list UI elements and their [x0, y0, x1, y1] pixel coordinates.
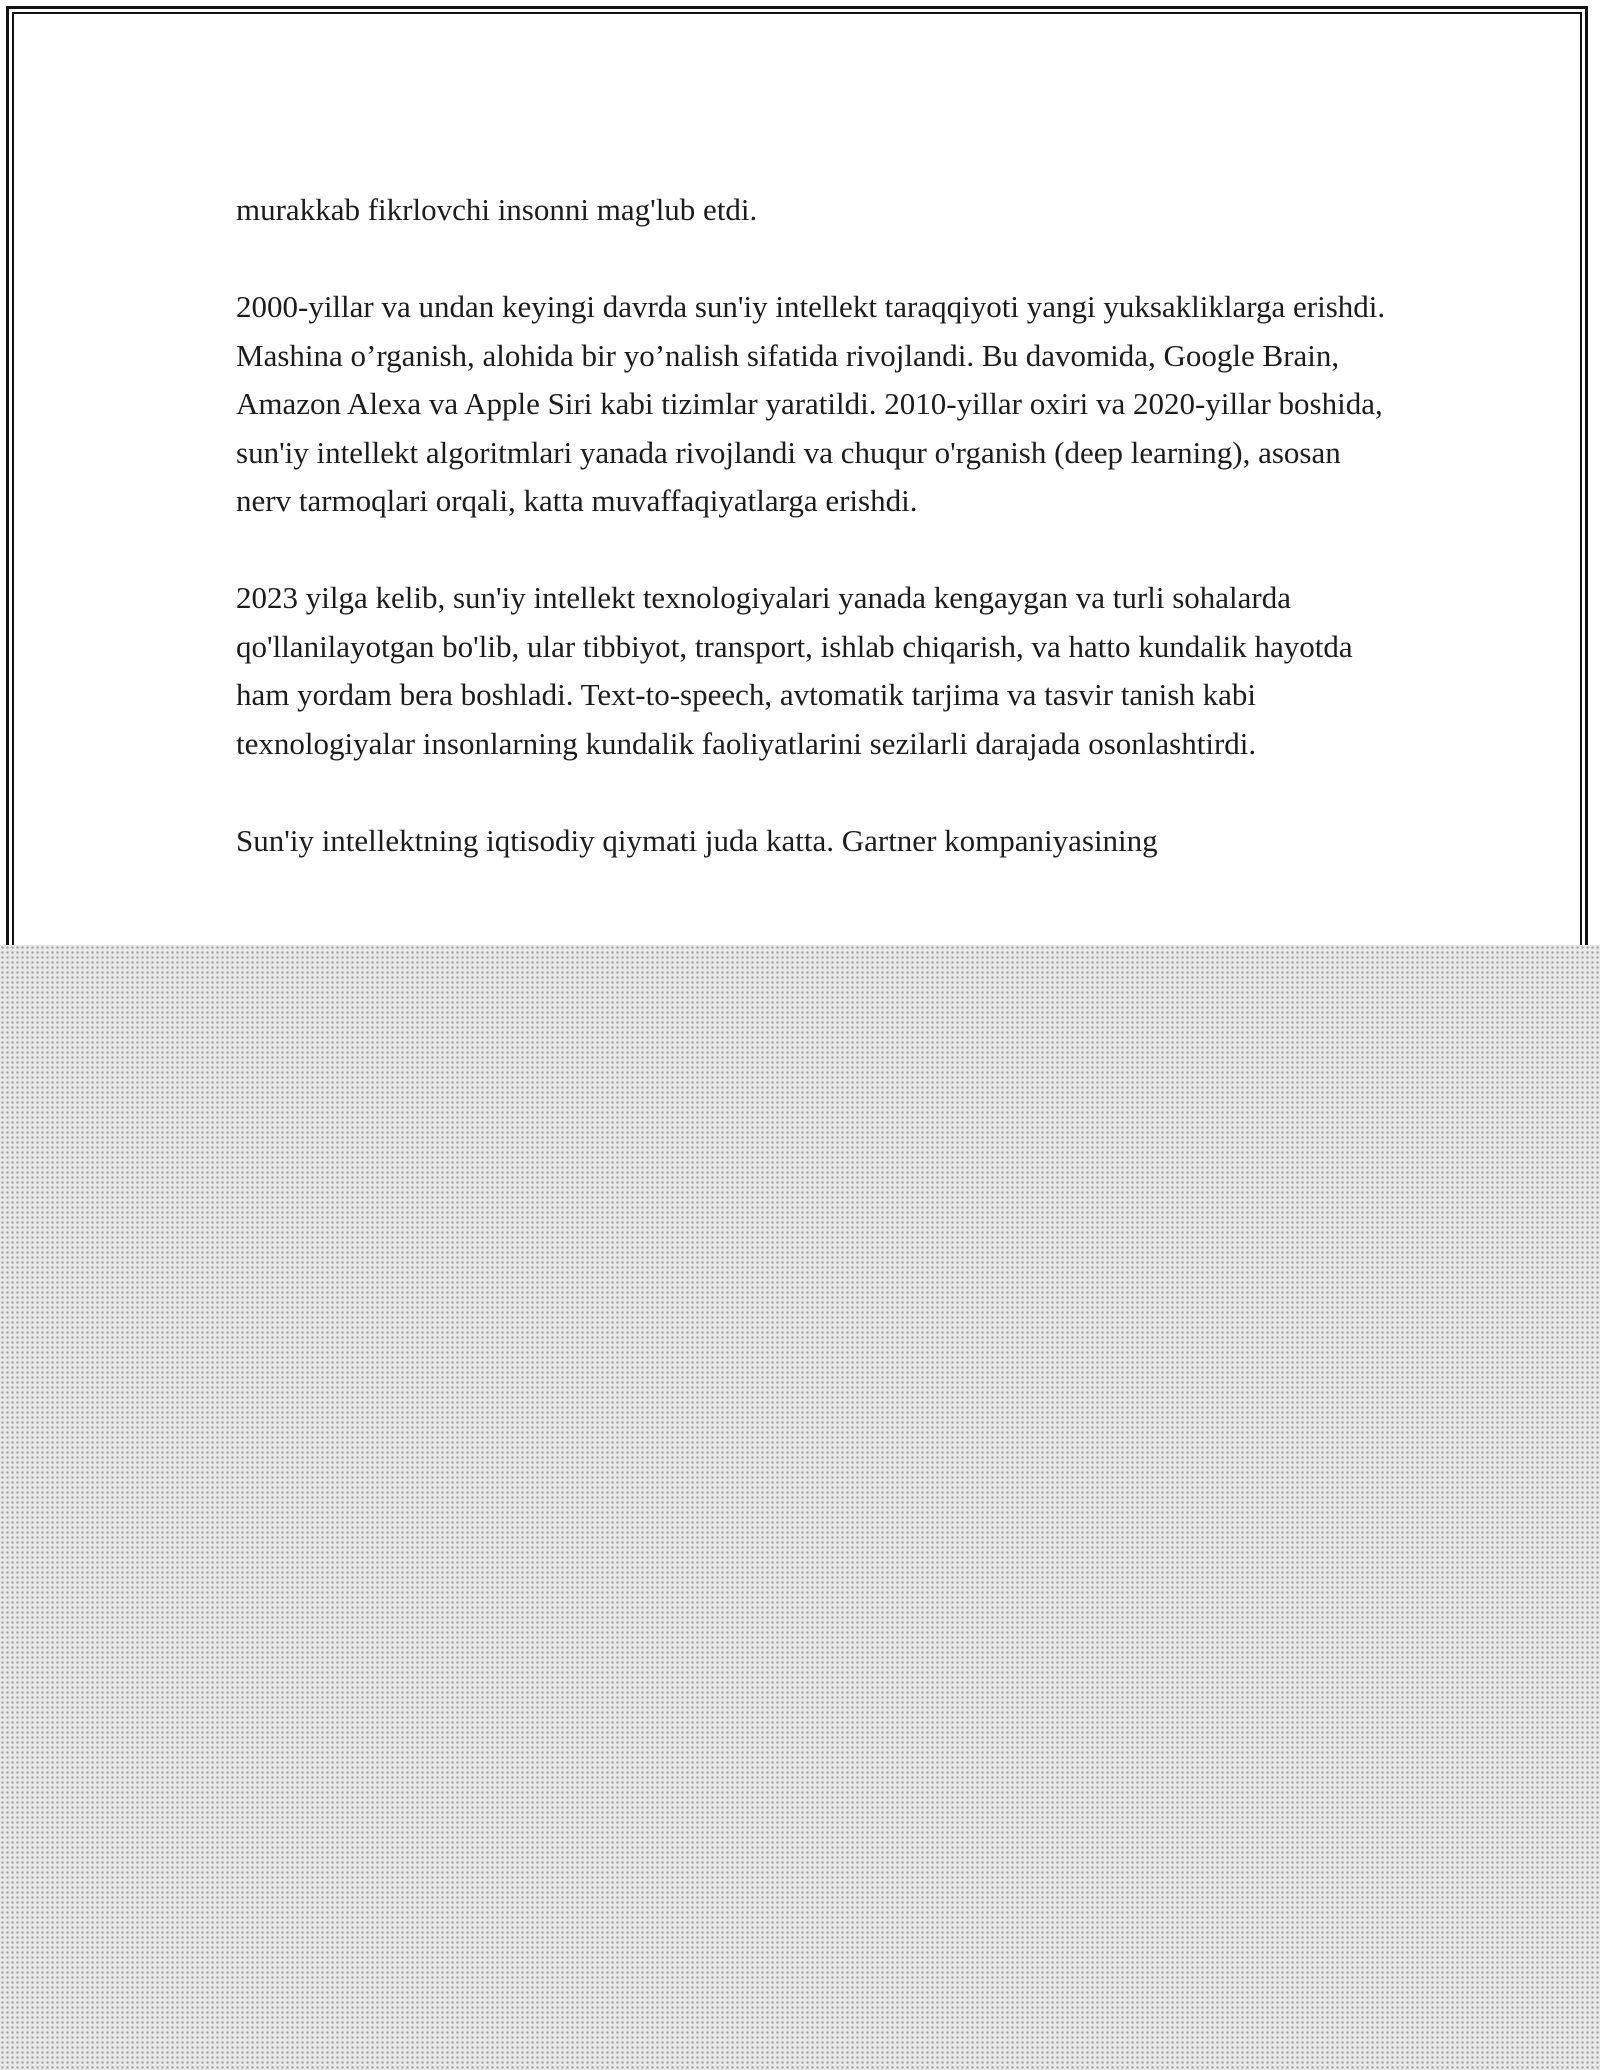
paragraph-2: 2000-yillar va undan keyingi davrda sun'iy intellekt taraqqiyoti yangi yuksakliklarga erishdi. Mashina o’rganish, alohida bir yo’nalish sifatida rivojlandi. Bu davomida, Google Brain, Amazon Alexa va Apple Siri kabi tizimlar yaratildi. 2010-yillar oxiri va 2020-yillar boshida, sun'iy intellekt algoritmlari yanada rivojlandi va chuqur o'rganish (deep learning), asosan nerv tarmoqlari orqali, katta muvaffaqiyatlarga erishdi.	[236, 289, 1386, 518]
paragraph-4: Sun'iy intellektning iqtisodiy qiymati juda katta. Gartner kompaniyasining	[236, 822, 1158, 858]
paragraph-3: 2023 yilga kelib, sun'iy intellekt texnologiyalari yanada kengaygan va turli sohalarda qo'llanilayotgan bo'lib, ular tibbiyot, transport, ishlab chiqarish, va hatto kundalik hayotda ham yordam bera boshladi. Text-to-speech, avtomatik tarjima va tasvir tanish kabi texnologiyalar insonlarning kundalik faoliyatlarini sezilarli darajada osonlashtirdi.	[236, 580, 1353, 761]
redaction-dot-overlay	[0, 945, 1600, 2070]
paragraph-1: murakkab fikrlovchi insonni mag'lub etdi.	[236, 192, 758, 227]
document-body	[236, 186, 1386, 914]
